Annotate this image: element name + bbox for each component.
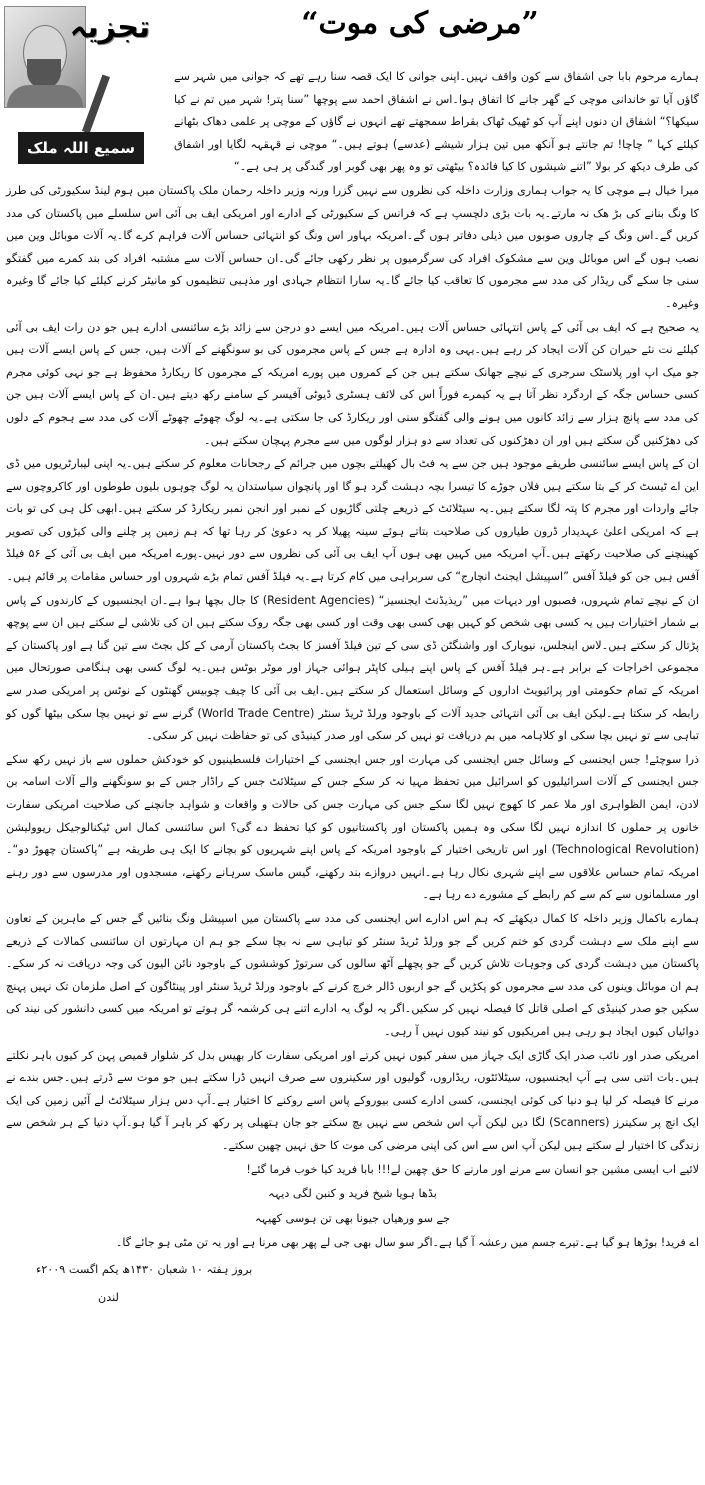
paragraph: امریکی صدر اور نائب صدر ایک گاڑی ایک جہاز میں سفر کیوں نہیں کرتے اور امریکی سفارت کار بھیس بدل کر شلوار قمیص پہن کر کیوں باہر نکلتے ہیں۔بات اتنی سی ہے آپ ایجنسیوں، سیٹلائٹوں، ریڈاروں، گولیوں اور سکینروں سے صرف انہیں ڈرا سکتے ہیں جو موت سے ڈرتے ہیں۔جس بندے نے مرنے کا فیصلہ کر لیا ہو دنیا کی کوئی ایجنسی، کسی ادارے کسی بیوروکے پاس اسے روکنے کا اختیار ہے۔آپ دس ہزار سیٹلائٹ لے آئیں زمین کی ایک ایک انچ پر سکینرز (Scanners) لگا دیں لیکن آپ اس شخص سے نہیں بچ سکتے جو جان ہتھیلی پر رکھ کر باہر آ گیا ہو۔آپ دنیا کے ہر شخص سے زندگی کا اختیار لے سکتے ہیں لیکن آپ اس سے اس کی اپنی مرضی کی موت کا حق نہیں چھین سکتے۔ (6, 1048, 699, 1152)
paragraph: ذرا سوچئے! جس ایجنسی کے وسائل جس ایجنسی کی مہارت اور جس ایجنسی کے اختیارات فلسطینیوں کو خودکش حملوں سے باز نہیں رکھ سکے جس ایجنسی کے آلات اسرائیلیوں کو اسرائیل میں تحفظ مہیا نہ کر سکے جس کے سیٹلائٹ جس کے راڈار جس کے بو سونگھنے والے آلات اسامہ بن لادن، ایمن الظواہری اور ملا عمر کا کھوج نہیں لگا سکے جس کی مہارت جس کی حالات و واقعات و شواہد جانچنے کی صلاحیت امریکی سفارت خانوں پر حملوں کا اندازہ نہیں لگا سکی وہ ہمیں پاکستان اور پاکستانیوں کو کیا تحفظ دے گی؟ اس سائنسی کمال اس ٹیکنالوجیکل ریوولیشن (Technological Revolution) اور اس تاریخی اختیار کے باوجود امریکہ کے پاس اپنے شہریوں کو بچانے کا ایک ہی طریقہ ہے ”پاکستان چھوڑ دو“۔امریکہ تمام حساس علاقوں سے اپنے شہری نکال رہا ہے۔انہیں دروازے بند رکھنے، گیس ماسک سرہانے رکھنے، مسجدوں اور مدرسوں سے دور رہنے اور مسلمانوں سے کم سے کم رابطے کے مشورے دے رہا ہے۔ (6, 752, 700, 902)
paragraph: ہمارے مرحوم بابا جی اشفاق سے کون واقف نہیں۔اپنی جوانی کا ایک قصہ سنا رہے تھے کہ جوانی میں شہر سے گاؤں آیا تو خاندانی موچی کے گھر جانے کا اتفاق ہوا۔اس نے اشفاق احمد سے پوچھا ”سنا پتر! شہر میں تم نے کیا سیکھا؟“ اشفاق ان دنوں اپنے آپ کو ٹھیک ٹھاک بقراط سمجھتے تھے انہوں نے گاؤں کے موچی پر علمی دھاک بٹھانے کیلئے کہا ” چاچا! تم جانتے ہو آنکھ میں تین ہزار شیشے (عدسے) ہوتے ہیں۔“ موچی نے قہقہہ لگایا اور اشفاق کی طرف دیکھ کر بولا ”اتنے شیشوں کا کیا فائدہ؟ بیٹھتی تو وہ پھر بھی گوبر اور گندگی پر ہی ہے۔“ (174, 70, 699, 174)
paragraph: ان کے پاس ایسے سائنسی طریقے موجود ہیں جن سے یہ فٹ بال کھیلتے بچوں میں جرائم کے رجحانات معلوم کر سکتے ہیں۔یہ اپنی لیبارٹریوں میں ڈی این اے ٹیسٹ کر کے بتا سکتے ہیں فلاں جوڑے کا تیسرا بچہ دہشت گرد ہو گا اور پانچواں سیاستدان یہ لوگ چوہوں بلیوں طوطوں اور کاکروچوں سے جائے واردات اور مجرم کا پتہ لگا سکتے ہیں۔یہ سیٹلائٹ کے ذریعے چلتی گاڑیوں کے نمبر اور انجن نمبر ریکارڈ کر سکتے ہیں۔ابھی کل ہی کی تو بات ہے کہ امریکی اعلیٰ عہدیدار ڈرون طیاروں کی صلاحیت بتاتے ہوئے سینہ پھیلا کر یہ دعویٰ کر رہا تھا کہ ہم زمین پر چلنے والی کیڑوں کی تصویر کھینچنے کی صلاحیت رکھتے ہیں۔آپ امریکہ میں کہیں بھی ہوں آپ ایف بی آئی کی نظروں سے دور نہیں۔پورے امریکہ میں ایف بی آئی کے ۵۶ فیلڈ آفس ہیں جن کو فیلڈ آفس ”اسپیشل ایجنٹ انچارج“ کی سربراہی میں کام کرتا ہے۔یہ فیلڈ آفس تمام بڑے شہروں اور حساس مقامات پر قائم ہیں۔ (6, 457, 699, 584)
paragraph: لائیے اب ایسی مشین جو انسان سے مرنے اور مارنے کا حق چھین لے!!! بابا فرید کیا خوب فرما گئے! (246, 1162, 699, 1176)
dateline-place: لندن (98, 1291, 119, 1305)
article-body (6, 66, 699, 1310)
verse-line: جے سو ورھیاں جیونا بھی تن ہوسی کھیہہ (254, 1211, 451, 1225)
headline: ”مرضی کی موت“ (301, 6, 539, 41)
closing-paragraph: اے فرید! بوڑھا ہو گیا ہے۔تیرے جسم میں رعشہ آ گیا ہے۔اگر سو سال بھی جی لے پھر بھی مرنا ہے اور یہ تن مٹی ہو جائے گا۔ (115, 1236, 699, 1250)
dateline: بروز ہفتہ ۱۰ شعبان ۱۴۳۰ھ یکم اگست ۲۰۰۹ء (36, 1262, 253, 1276)
paragraph: میرا خیال ہے موچی کا یہ جواب ہماری وزارت داخلہ کی نظروں سے نہیں گزرا ورنہ وزیر داخلہ رحمان ملک پاکستان میں ہوم لینڈ سکیورٹی کی طرز کا ونگ بنانے کی بڑ ھک نہ مارتے۔یہ بات بڑی دلچسپ ہے کہ فرانس کے سکیورٹی کے ادارے اور امریکی ایف بی آئی اس سلسلے میں پاکستان کی مدد کریں گے۔اس ونگ کے چاروں صوبوں میں ذیلی دفاتر ہوں گے۔امریکہ بہاور اس ونگ کو انتہائی حساس آلات فراہم کرے گا۔یہ آلات موبائل وین میں نصب ہوں گے اس موبائل وین سے مشکوک افراد کی سرگرمیوں پر نظر رکھی جائے گی۔ان حساس آلات سے مشتبہ افراد کی بند کمرے میں گفتگو سنی جا سکے گی ریڈار کی مدد سے مجرموں کا تعاقب کیا جائے گا۔یہ سارا انتظام جہادی اور مذہبی تنظیموں کو مانیٹر کرنے کیلئے کیا جائے گا وغیرہ وغیرہ۔ (6, 183, 699, 310)
section-title: تجزیہ (69, 10, 151, 45)
verse-line: بڈھا ہویا شیخ فرید و کنبن لگی دیہہ (268, 1187, 437, 1201)
author-name: سمیع اللہ ملک (18, 132, 144, 164)
paragraph: ان کے نیچے تمام شہروں، قصبوں اور دیہات میں ”ریذیڈنٹ ایجنسیز“ (Resident Agencies) کا جال بچھا ہوا ہے۔ان ایجنسیوں کے کارندوں کے پاس بے شمار اختیارات ہیں یہ کسی بھی شخص کو کہیں بھی کسی بھی وقت اور کسی بھی جگہ روک سکتے ہیں ان کی تلاشی لے سکتے ہیں ان سے پوچھ پڑتال کر سکتے ہیں۔لاس اینجلس، نیویارک اور واشنگٹن ڈی سی کے تین فیلڈ آفسز کا بجٹ پاکستان آرمی کے کل بجٹ سے تین گنا ہے اور پاکستان کے مجموعی اخراجات کے برابر ہے۔ہر فیلڈ آفس کے پاس اپنے ہیلی کاپٹر ہوائی جہاز اور موٹر بوٹس ہیں۔یہ لوگ کسی بھی ہنگامی صورتحال میں امریکہ کے تمام حکومتی اور پرائیویٹ اداروں کے وسائل استعمال کر سکتے ہیں۔ایف بی آئی کا چیف چوبیس گھنٹوں کے نوٹس پر امریکی صدر سے رابطہ کر سکتا ہے۔لیکن ایف بی آئی انتہائی جدید آلات کے باوجود ورلڈ ٹریڈ سنٹر (World Trade Centre) گرنے سے تو نہیں بچا سکی بیٹھا گوں کو تباہی سے تو نہیں بچا سکی او کلاہامہ میں بم دریافت تو نہیں کر سکی اور صدر کینیڈی کی تو حفاظت نہیں کر سکی۔ (6, 593, 699, 743)
paragraph: ہمارے باکمال وزیر داخلہ کا کمال دیکھئے کہ ہم اس ادارے اس ایجنسی کی مدد سے پاکستان میں اسپیشل ونگ بنائیں گے جس کے ماہرین کے تعاون سے اپنے ملک سے دہشت گردی کو ختم کریں گے جو ورلڈ ٹریڈ سنٹر کو تباہی سے نہ بچا سکے جو ہم ان مہارتوں ان سائنسی کمالات کے ذریعے پاکستان میں دہشت گردی کی وجوہات تلاش کریں گے جو پچھلے آٹھ سالوں کی سرتوڑ کوششوں کے باوجود نائن الیون کی وجہ دریافت نہ کر سکے۔ہم ان موبائل وینوں کی مدد سے مجرموں کو پکڑیں گے جو اربوں ڈالر خرچ کرنے کے باوجود ورلڈ ٹریڈ سنٹر اور پینٹاگون کے اصل ملزمان تک نہیں پہنچ سکیں جو صدر کینیڈی کے اصلی قاتل کا فیصلہ نہیں کر سکیں۔اگر یہ لوگ یہ ادارے اتنے ہی کرشمہ گر ہوتے تو امریکہ میں کسی دانشور کی نیند کی دوائیاں کیوں ایجاد ہو رہی ہیں امریکیوں کو نیند کیوں نہیں آ رہی۔ (6, 911, 699, 1038)
paragraph: یہ صحیح ہے کہ ایف بی آئی کے پاس انتہائی حساس آلات ہیں۔امریکہ میں ایسے دو درجن سے زائد بڑے سائنسی ادارے ہیں جو دن رات ایف بی آئی کیلئے نت نئے حیران کن آلات ایجاد کر رہے ہیں۔یہی وہ ادارہ ہے جس کے پاس مجرموں کی بو سونگھنے کے آلات ہیں، جس کے پاس ایسے آلات ہیں جو میک اپ اور پلاسٹک سرجری کے نیچے جھانک سکتے ہیں جن کے کمروں میں پورے امریکہ کے مجرموں کا ریکارڈ محفوظ ہے جو نہی کوئی مجرم کسی حساس جگہ کے اردگرد نظر آتا ہے یہ کیمرے فوراً اس کی لائف ہسٹری ڈیوٹی آفیسر کے سامنے رکھ دیتے ہیں۔ان کے پاس ایسے آلات ہیں جن کی مدد سے پانچ ہزار سے زائد کانوں میں ہونے والی گفتگو سنی اور ریکارڈ کی جا سکتی ہے۔یہ لوگ چھوٹے چھوٹے آلات کی مدد سے ہجوم کے دلوں کی دھڑکنیں گن سکتے ہیں اور ان دھڑکنوں کی تعداد سے دو ہزار لوگوں میں سے مجرم پہچان سکتے ہیں۔ (6, 320, 699, 447)
